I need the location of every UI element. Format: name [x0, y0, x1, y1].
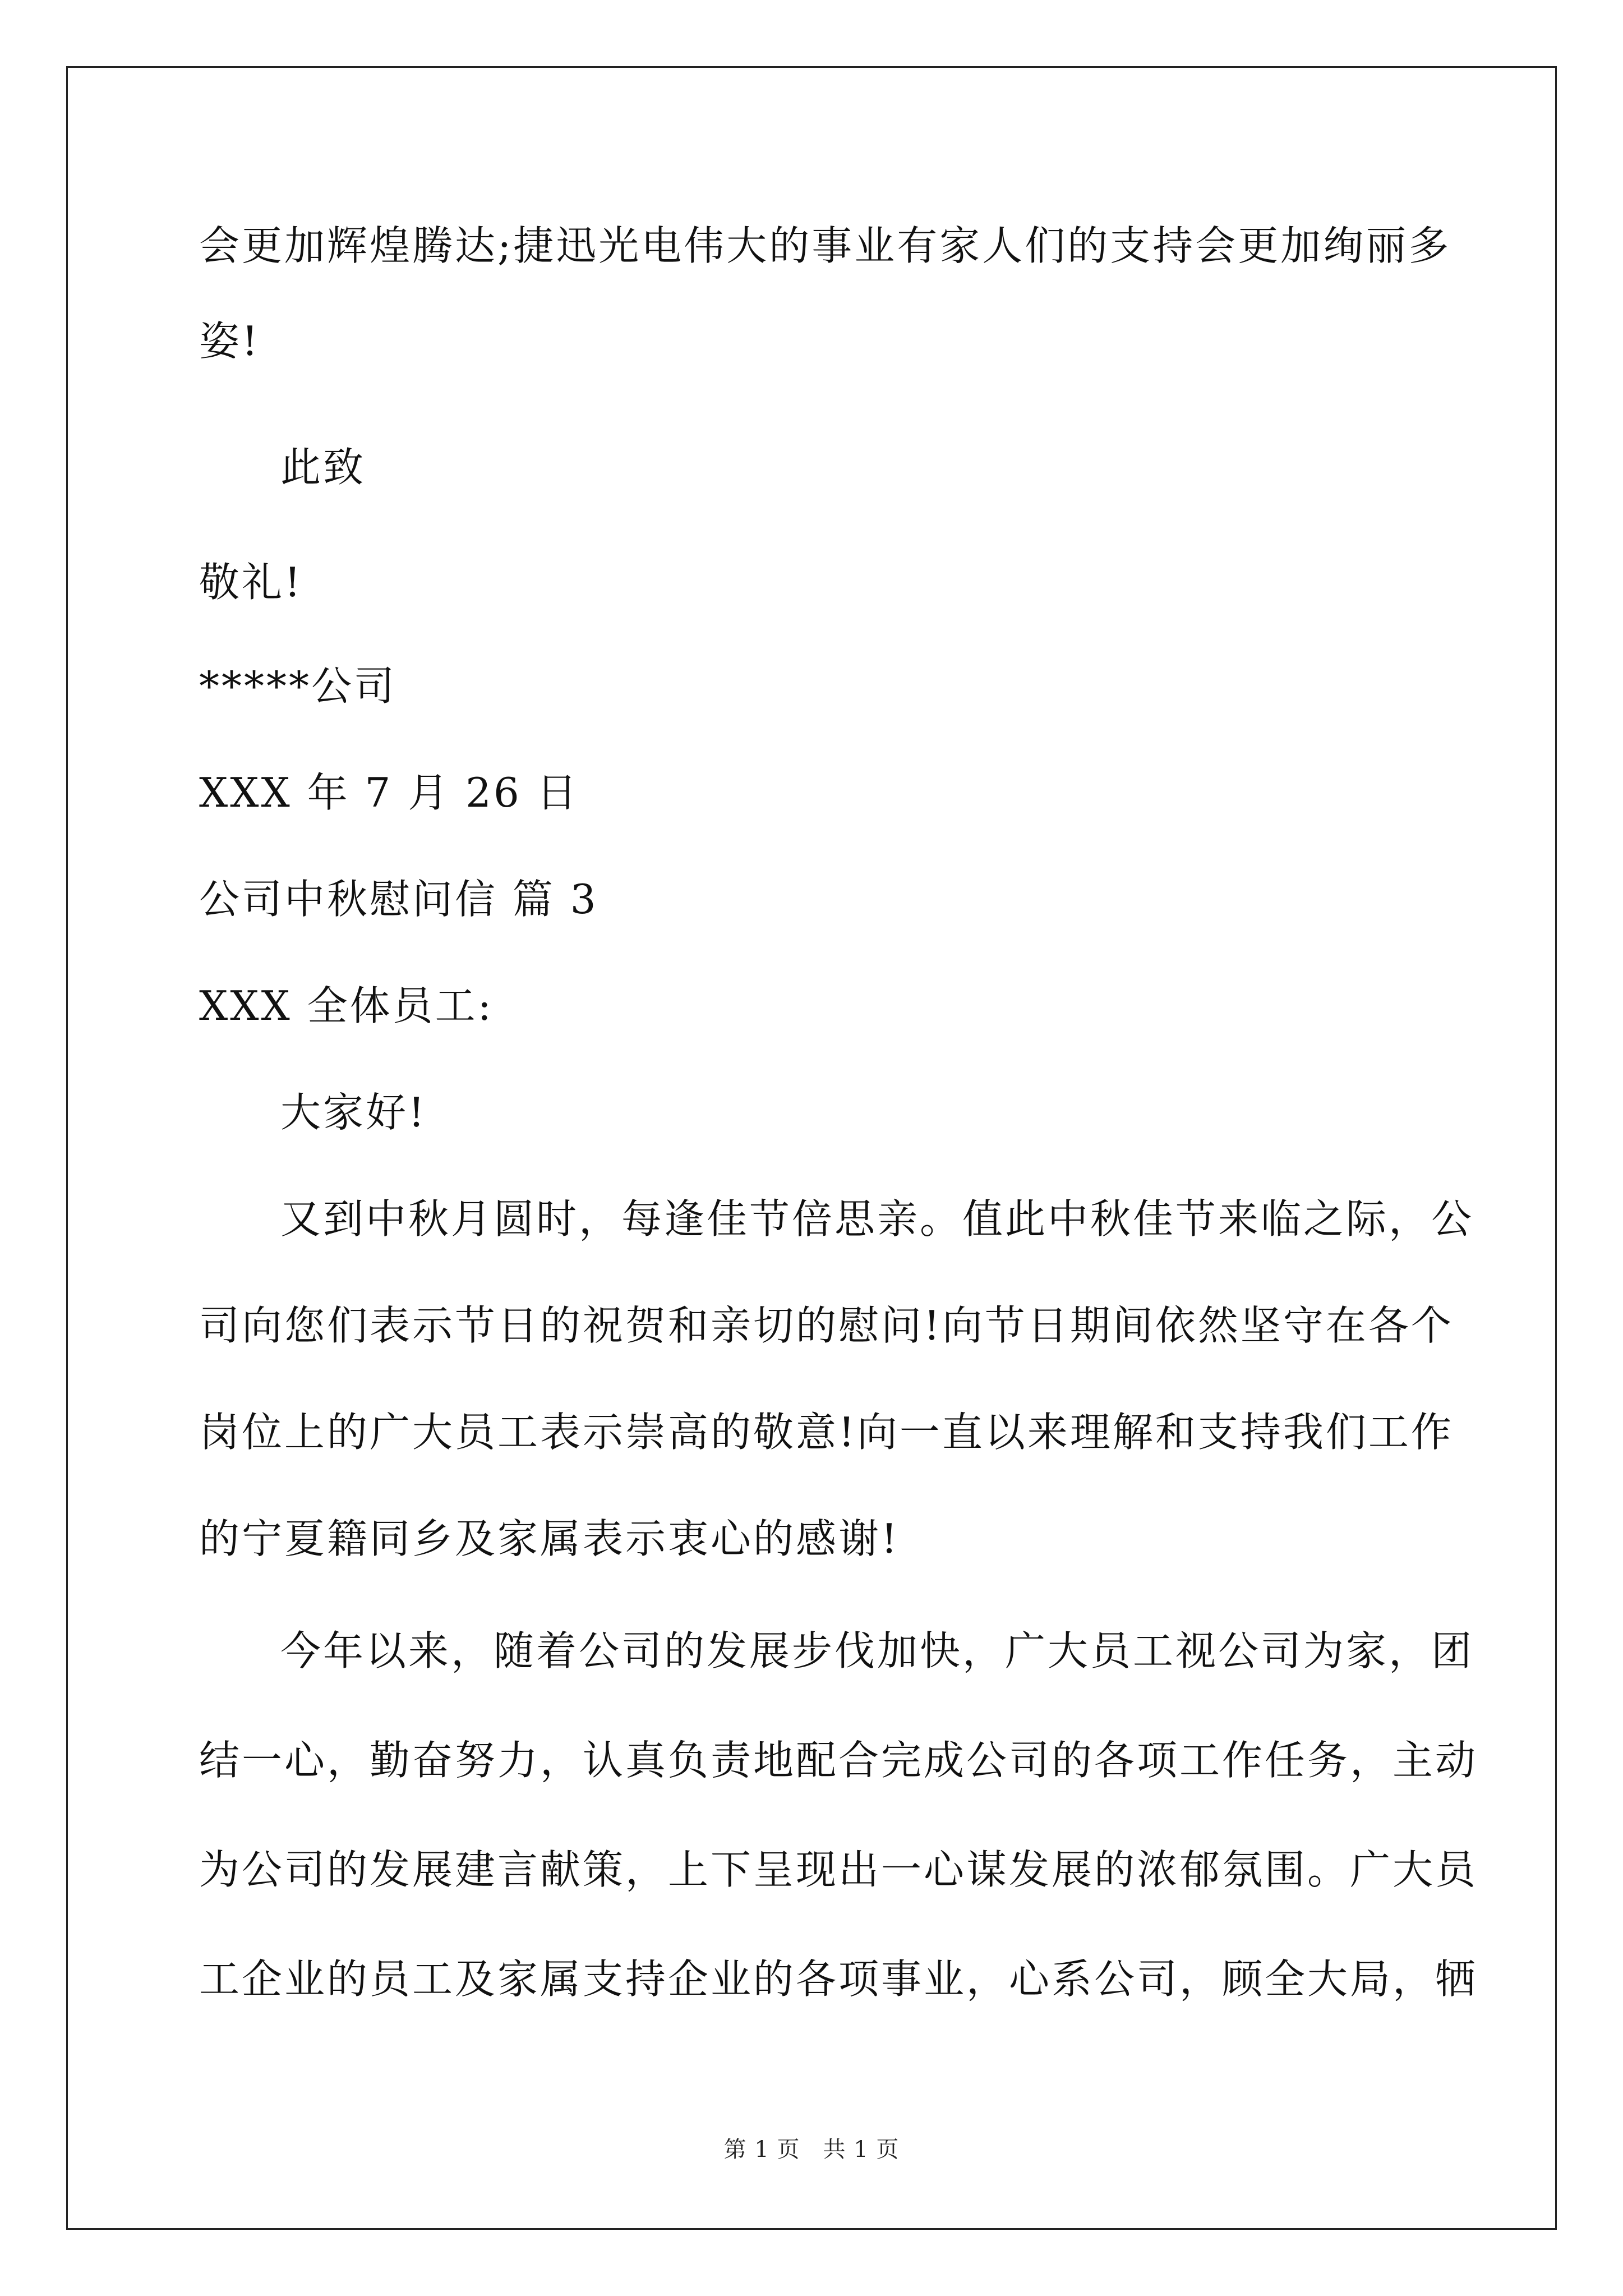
text-line: 姿! — [199, 318, 260, 365]
page-frame — [66, 66, 1557, 2230]
paragraph-line: 的宁夏籍同乡及家属表示衷心的感谢! — [199, 1515, 900, 1562]
paragraph-line: 今年以来，随着公司的发展步伐加快，广大员工视公司为家，团 — [280, 1627, 1474, 1674]
section-title: 公司中秋慰问信 篇 3 — [199, 876, 598, 923]
paragraph-line: 为公司的发展建言献策，上下呈现出一心谋发展的浓郁氛围。广大员 — [199, 1846, 1478, 1893]
signature-company: *****公司 — [199, 662, 397, 710]
paragraph-line: 工企业的员工及家属支持企业的各项事业，心系公司，顾全大局，牺 — [199, 1955, 1478, 2003]
paragraph-line: 岗位上的广大员工表示崇高的敬意!向一直以来理解和支持我们工作 — [199, 1409, 1454, 1456]
greeting: 大家好! — [280, 1089, 427, 1136]
paragraph-line: 又到中秋月圆时，每逢佳节倍思亲。值此中秋佳节来临之际，公 — [280, 1195, 1474, 1243]
recipient-greeting: XXX 全体员工: — [199, 982, 494, 1029]
closing-regards: 敬礼! — [199, 559, 303, 606]
signature-date: XXX 年 7 月 26 日 — [199, 769, 579, 816]
text-line: 会更加辉煌腾达;捷迅光电伟大的事业有家人们的支持会更加绚丽多 — [199, 222, 1451, 269]
paragraph-line: 结一心，勤奋努力，认真负责地配合完成公司的各项工作任务，主动 — [199, 1737, 1478, 1784]
paragraph-line: 司向您们表示节日的祝贺和亲切的慰问!向节日期间依然坚守在各个 — [199, 1302, 1454, 1349]
page-number-footer: 第 1 页 共 1 页 — [723, 2137, 900, 2162]
closing-salutation: 此致 — [280, 444, 366, 491]
